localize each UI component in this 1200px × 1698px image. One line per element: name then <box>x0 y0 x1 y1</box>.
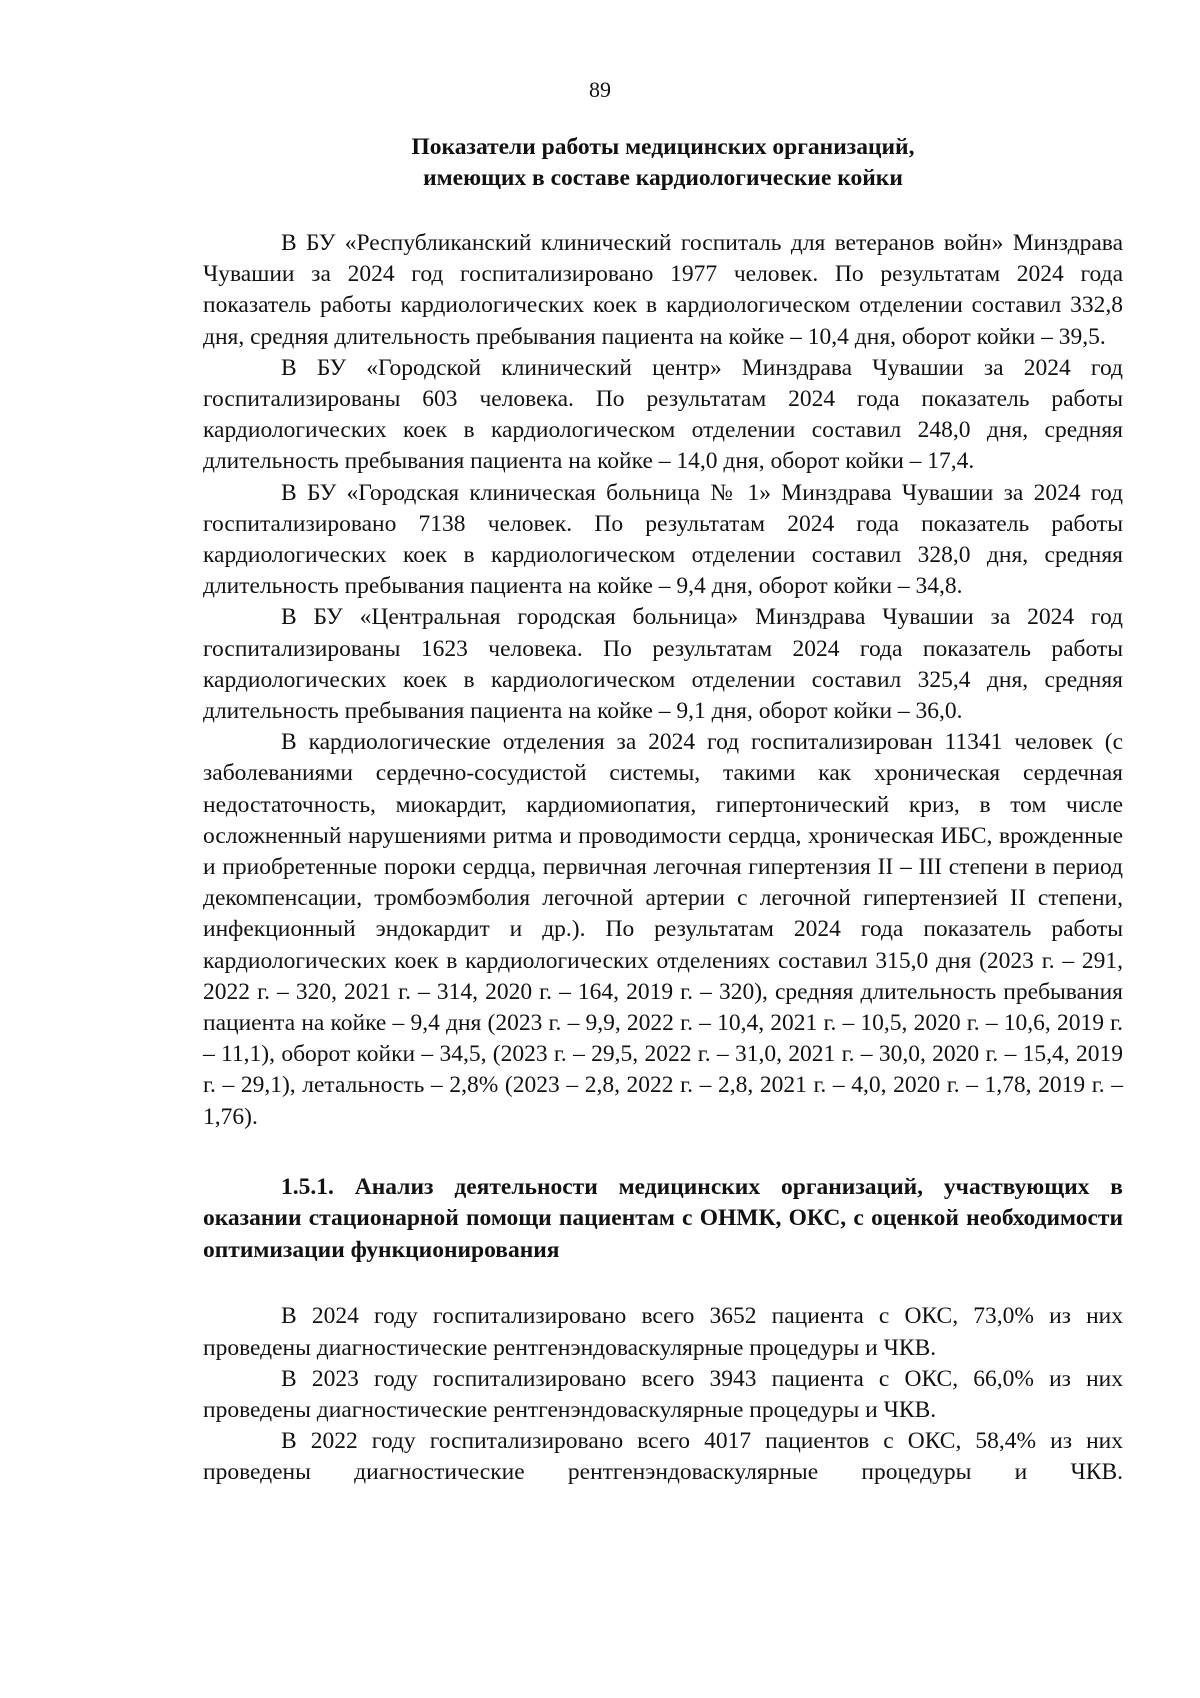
paragraph-cardiology-summary: В кардиологические отделения за 2024 год госпитализирован 11341 человек (с заболеваниями сердечно-сосудистой системы, такими как хроническая сердечная недостаточность, миокардит, кардиомиопатия, гипертонический криз, в том числе осложненный нарушениями ритма и проводимости сердца, хроническая ИБС, врожденные и приобретенные пороки сердца, первичная легочная гипертензия II – III степени в период декомпенсации, тромбоэмболия легочной артерии с легочной гипертензией II степени, инфекционный эндокардит и др.). По результатам 2024 года показатель работы кардиологических коек в кардиологических отделениях составил 315,0 дня (2023 г. – 291, 2022 г. – 320, 2021 г. – 314, 2020 г. – 164, 2019 г. – 320), средняя длительность пребывания пациента на койке – 9,4 дня (2023 г. – 9,9, 2022 г. – 10,4, 2021 г. – 10,5, 2020 г. – 10,6, 2019 г. – 11,1), оборот койки – 34,5, (2023 г. – 29,5, 2022 г. – 31,0, 2021 г. – 30,0, 2020 г. – 15,4, 2019 г. – 29,1), летальность – 2,8% (2023 – 2,8, 2022 г. – 2,8, 2021 г. – 4,0, 2020 г. – 1,78, 2019 г. – 1,76). <box>203 729 1123 1130</box>
page-title <box>203 132 1123 194</box>
page-content <box>203 132 1123 1489</box>
paragraph-central-city-hospital: В БУ «Центральная городская больница» Минздрава Чувашии за 2024 год госпитализированы 1623 человека. По результатам 2024 года показатель работы кардиологических коек в кардиологическом отделении составил 325,4 дня, средняя длительность пребывания пациента на койке – 9,1 дня, оборот койки – 36,0. <box>203 604 1123 725</box>
page-title-line-2: имеющих в составе кардиологические койки <box>423 165 903 191</box>
section-title-1-5-1: 1.5.1. Анализ деятельности медицинских организаций, участвующих в оказании стационарной помощи пациентам с ОНМК, ОКС, с оценкой необходимости оптимизации функционирования <box>203 1173 1123 1263</box>
paragraph-hospital-veterans: В БУ «Республиканский клинический госпиталь для ветеранов войн» Минздрава Чувашии за 2024 год госпитализировано 1977 человек. По результатам 2024 года показатель работы кардиологических коек в кардиологическом отделении составил 332,8 дня, средняя длительность пребывания пациента на койке – 10,4 дня, оборот койки – 39,5. <box>203 230 1123 350</box>
paragraph-oks-2023: В 2023 году госпитализировано всего 3943 пациента с ОКС, 66,0% из них проведены диагностические рентгенэндоваскулярные процедуры и ЧКВ. <box>203 1365 1123 1423</box>
paragraph-oks-2024: В 2024 году госпитализировано всего 3652 пациента с ОКС, 73,0% из них проведены диагностические рентгенэндоваскулярные процедуры и ЧКВ. <box>203 1303 1123 1361</box>
paragraph-oks-2022: В 2022 году госпитализировано всего 4017 пациентов с ОКС, 58,4% из них проведены диагностические рентгенэндоваскулярные процедуры и ЧКВ. <box>203 1428 1123 1486</box>
paragraph-city-clinical-center: В БУ «Городской клинический центр» Минздрава Чувашии за 2024 год госпитализированы 603 человека. По результатам 2024 года показатель работы кардиологических коек в кардиологическом отделении составил 248,0 дня, средняя длительность пребывания пациента на койке – 14,0 дня, оборот койки – 17,4. <box>203 354 1123 475</box>
page-title-line-1: Показатели работы медицинских организаций, <box>411 134 915 160</box>
paragraph-city-hospital-1: В БУ «Городская клиническая больница № 1» Минздрава Чувашии за 2024 год госпитализировано 7138 человек. По результатам 2024 года показатель работы кардиологических коек в кардиологическом отделении составил 328,0 дня, средняя длительность пребывания пациента на койке – 9,4 дня, оборот койки – 34,8. <box>203 479 1123 600</box>
page-number: 89 <box>589 77 611 102</box>
